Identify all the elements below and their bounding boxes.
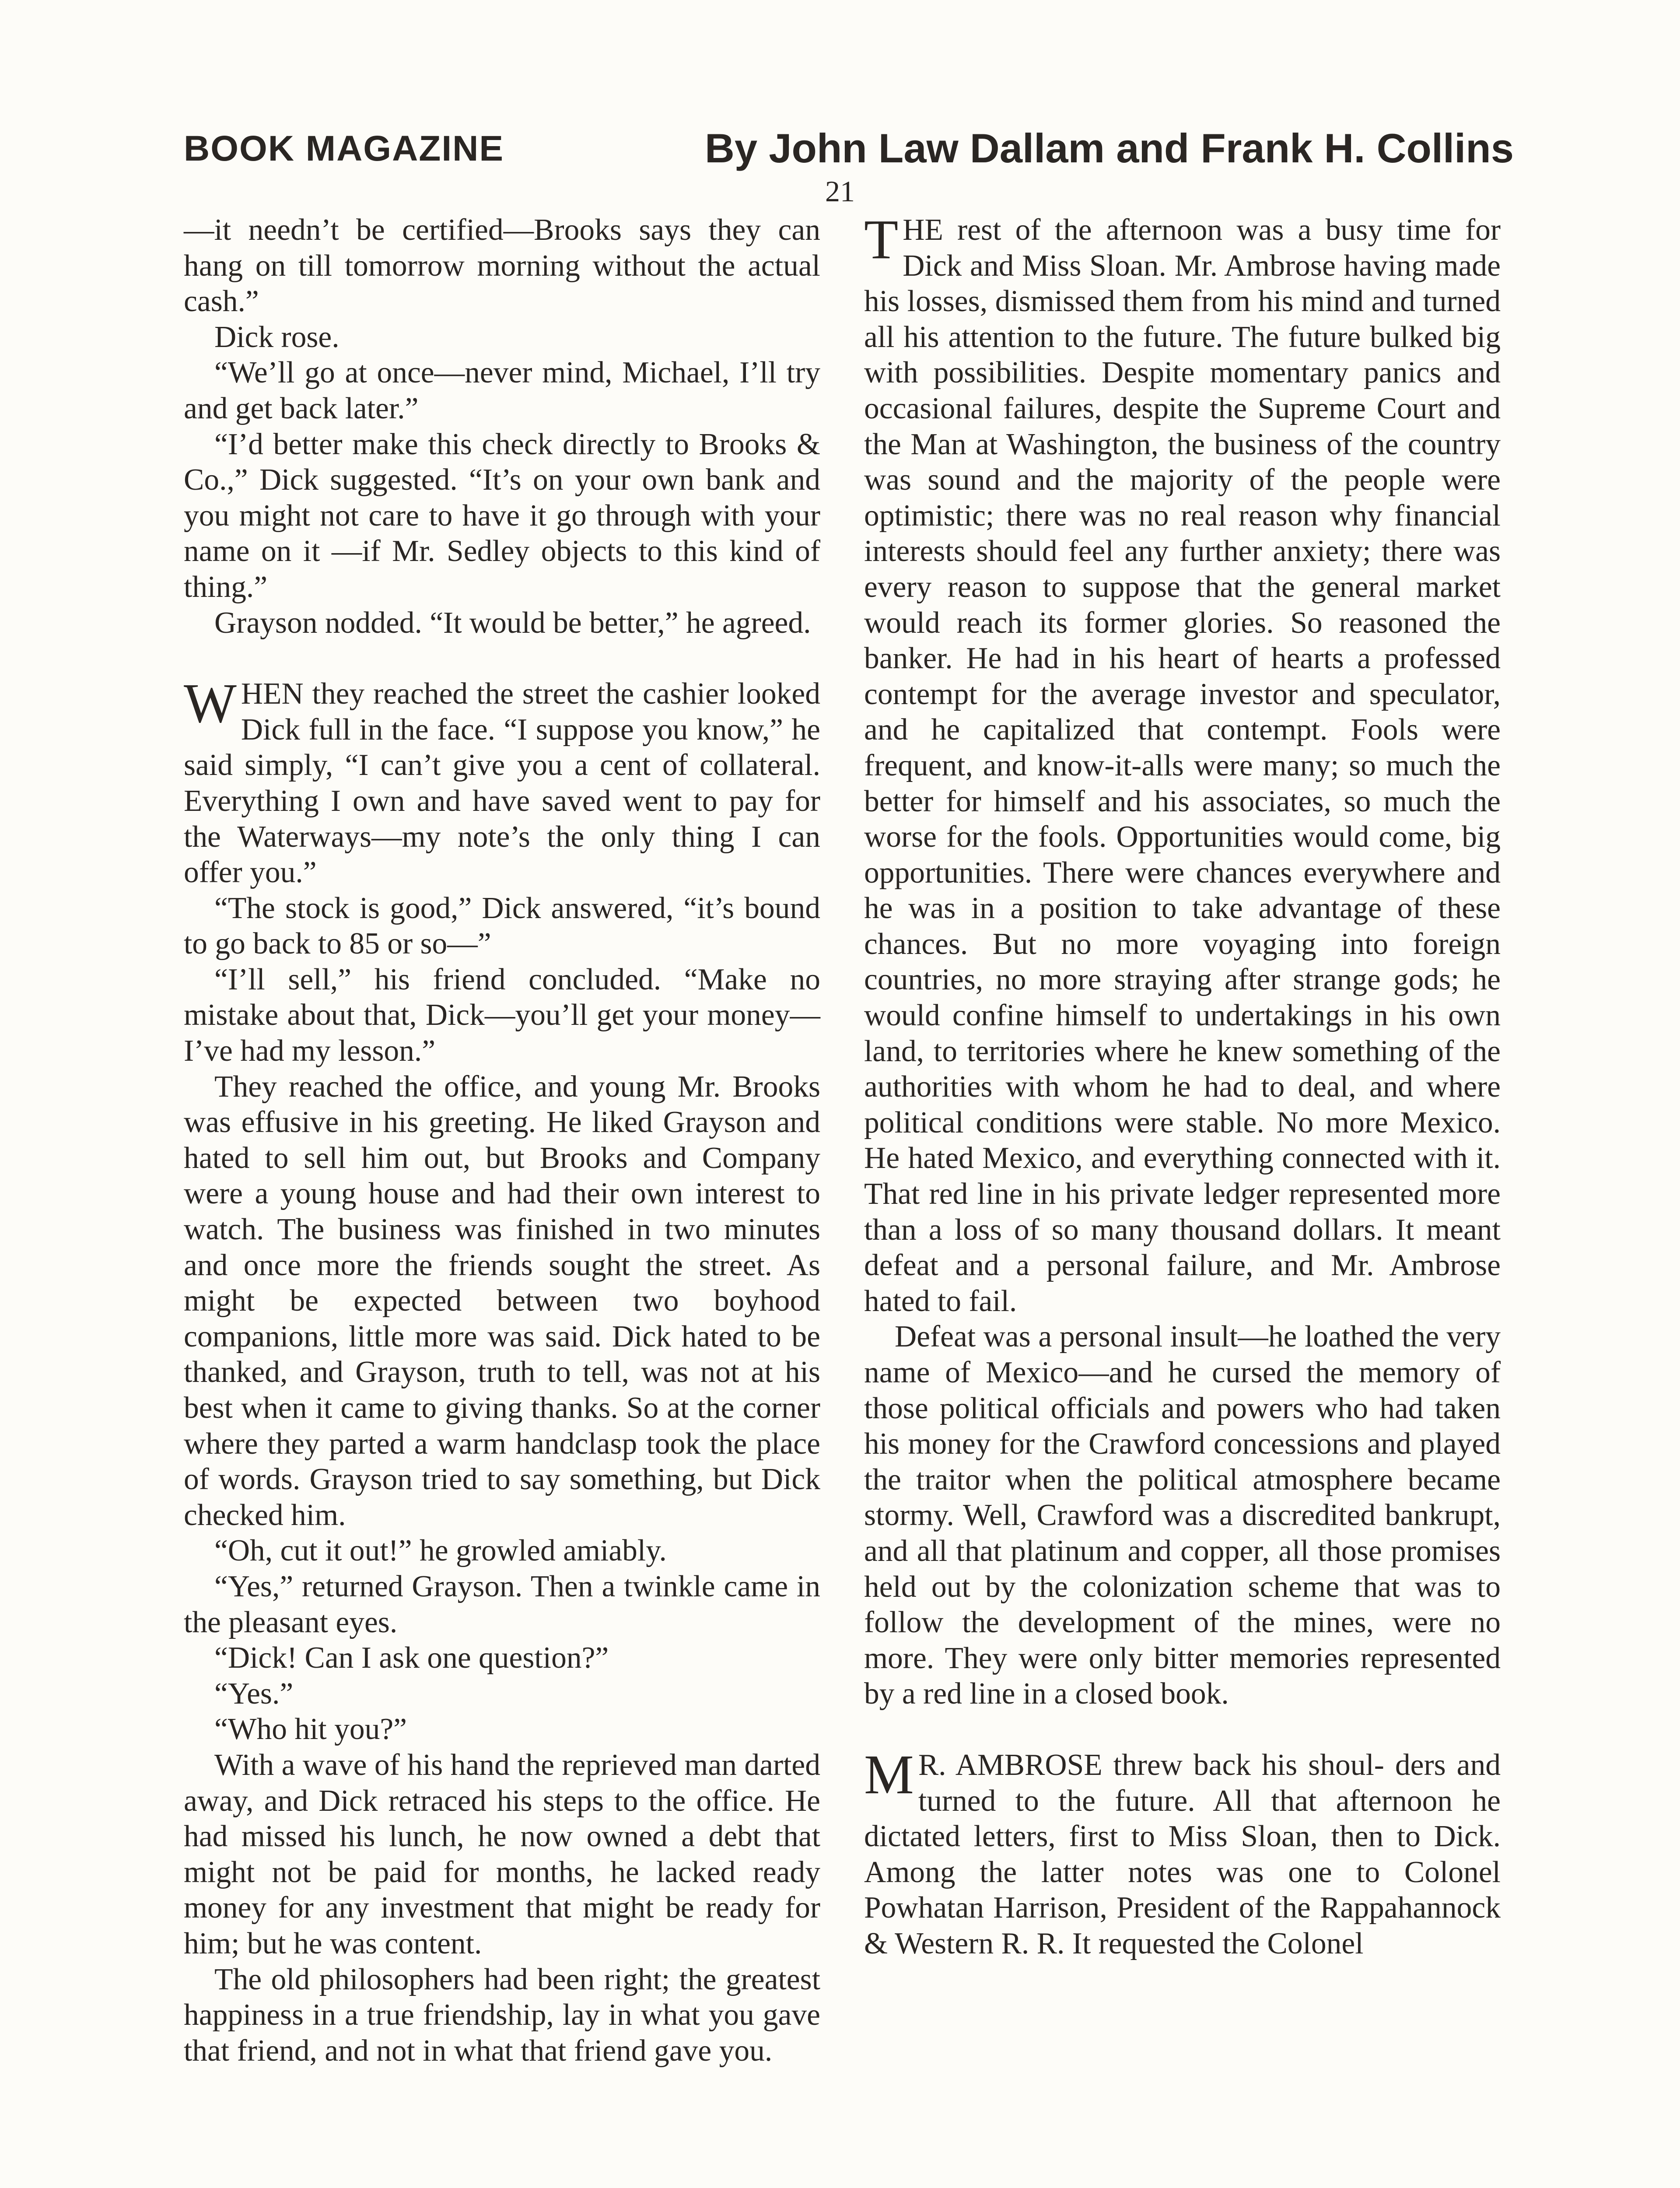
paragraph: “Yes.” [214,1676,294,1711]
paragraph: “Oh, cut it out!” he growled amiably. [214,1534,667,1568]
paragraph-text: time for Dick and Miss Sloan. Mr. Ambrose having made his losses, dismissed them from his mind and turned all his attention to the future. The future bulked big with possibilities. Despite momentary panics and occasional failures, despite the Supreme Court and the Man at Washington, the business of the country was sound and the majority of the people were optimistic; there was no real reason why financial interests should feel any further anxiety; there was every reason to suppose that the general market would reach its former glories. So reasoned the banker. He had in his heart of hearts a professed contempt for the average investor and speculator, and he capitalized that contempt. Fools were frequent, and know-it-alls were many; so much the better for himself and his associates, so much the worse for the fools. Opportunities would come, big opportunities. There were chances everywhere and he was in a position to take advantage of these chances. But no more voyaging into foreign countries, no more straying after strange gods; he would confine himself to undertakings in his own land, to territories where he knew something of the authorities with whom he had to deal, and where political conditions were stable. No more Mexico. He hated Mexico, and everything connected with it. That red line in his private ledger represented more than a loss of so many thousand dollars. It meant defeat and a personal failure, and Mr. Ambrose hated to fail. [864,213,1501,1318]
section-start-paragraph [184,672,821,891]
drop-cap: T [864,208,899,270]
author-byline: By John Law Dallam and Frank H. Collins [704,125,1514,171]
paragraph-text: ders and turned to the future. All that afternoon he dictated letters, first to Miss Sloan, then to Dick. Among the latter notes was one to Colonel Powhatan Harrison, President of the Rappahannock & Western R. R. It requested the Colonel [864,1748,1501,1960]
paragraph: “I’d better make this check directly to Brooks & Co.,” Dick suggested. “It’s on your own bank and you might not care to have it go through with your name on it —if Mr. Sedley objects to this kind of thing.” [184,427,820,604]
paragraph: They reached the office, and young Mr. Brooks was effusive in his greeting. He liked Grayson and hated to sell him out, but Brooks and Company were a young house and had their own interest to watch. The business was finished in two minutes and once more the friends sought the street. As might be expected between two boyhood companions, little more was said. Dick hated to be thanked, and Grayson, truth to tell, was not at his best when it came to giving thanks. So at the corner where they parted a warm handclasp took the place of words. Grayson tried to say something, but Dick checked him. [184,1069,820,1532]
paragraph: “Who hit you?” [214,1712,407,1746]
paragraph: Defeat was a personal insult—he loathed the very name of Mexico—and he cursed the memory of those political officials and powers who had taken his money for the Crawford concessions and played the traitor when the political atmosphere became stormy. Well, Crawford was a discredited bankrupt, and all that platinum and copper, all those promises held out by the colonization scheme that was to follow the development of the mines, were no more. They were only bitter memories represented by a red line in a closed book. [864,1320,1501,1711]
right-column [864,208,1501,1962]
dropcap-line: HE rest of the afternoon was a busy [903,213,1383,247]
paragraph-text: cashier looked Dick full in the face. “I suppose you know,” he said simply, “I can’t give you a cent of collateral. Everything I own and have saved went to pay for the Waterways—my note’s the only thing I can offer you.” [184,677,821,890]
section-start-paragraph [864,1743,1501,1962]
magazine-title: BOOK MAGAZINE [184,129,504,168]
page-number: 21 [825,175,855,208]
paragraph: “Dick! Can I ask one question?” [214,1641,609,1675]
paragraph: Dick rose. [214,320,340,354]
paragraph: “I’ll sell,” his friend concluded. “Make no mistake about that, Dick—you’ll get your money—I’ve had my lesson.” [184,962,820,1068]
dropcap-line: R. AMBROSE threw back his shoul- [918,1748,1384,1782]
paragraph: “We’ll go at once—never mind, Michael, I’ll try and get back later.” [184,356,820,425]
paragraph: With a wave of his hand the reprieved man darted away, and Dick retraced his steps to the office. He had missed his lunch, he now owned a debt that might not be paid for months, he lacked ready money for any investment that might be ready for him; but he was content. [184,1748,820,1960]
paragraph: Grayson nodded. “It would be better,” he agreed. [214,606,811,640]
paragraph: “The stock is good,” Dick answered, “it’s bound to go back to 85 or so—” [184,891,820,961]
paragraph: —it needn’t be certified—Brooks says they can hang on till tomorrow morning without the actual cash.” [184,213,820,319]
dropcap-line: HEN they reached the street the [241,677,634,711]
paragraph: “Yes,” returned Grayson. Then a twinkle came in the pleasant eyes. [184,1569,820,1639]
drop-cap: W [184,672,237,735]
running-header [184,125,1514,182]
left-column [184,212,820,2069]
drop-cap: M [864,1743,914,1806]
paragraph: The old philosophers had been right; the greatest happiness in a true friendship, lay in what you gave that friend, and not in what that friend gave you. [184,1962,820,2068]
section-start-paragraph [864,208,1501,1319]
